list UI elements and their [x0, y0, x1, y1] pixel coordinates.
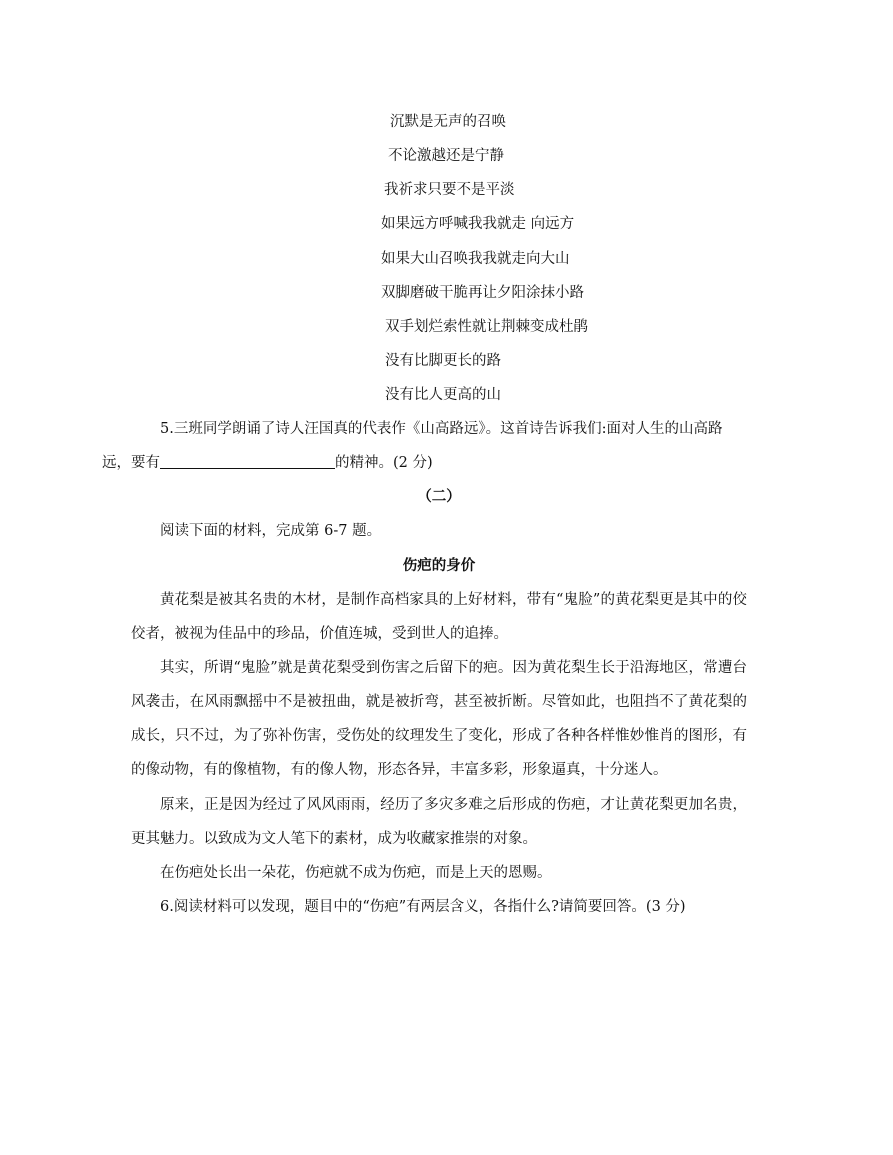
article-title: 伤疤的身价: [402, 558, 476, 574]
article-paragraph: 其实，所谓“鬼脸”就是黄花梨受到伤害之后留下的疤。因为黄花梨生长于沿海地区，常遭台风袭击，在风雨飘摇中不是被扭曲，就是被折弯，甚至被折断。尽管如此，也阻挡不了黄花梨的成长，只不过，为了弥补伤害，受伤处的纹理发生了变化，形成了各种各样惟妙惟肖的图形，有的像动物，有的像植物，有的像人物，形态各异，丰富多彩，形象逼真，十分迷人。: [131, 660, 747, 778]
question-5-text-cont: 远，要有: [102, 455, 160, 471]
answer-blank[interactable]: [160, 454, 335, 469]
section-instruction: 阅读下面的材料，完成第 6-7 题。: [160, 523, 382, 539]
question-6: 6.阅读材料可以发现，题目中的“伤疤”有两层含义，各指什么?请简要回答。(3 分): [160, 899, 686, 915]
question-5: [102, 412, 747, 480]
article-paragraph: 原来，正是因为经过了风风雨雨，经历了多灾多难之后形成的伤疤，才让黄花梨更加名贵，更其魅力。以致成为文人笔下的素材，成为收藏家推崇的对象。: [131, 797, 747, 847]
poem-line: 不论激越还是宁静: [388, 148, 504, 164]
poem-line: 我祈求只要不是平淡: [384, 182, 515, 198]
poem-line: 双手划烂索性就让荆棘变成杜鹃: [385, 319, 588, 335]
article-paragraph: 黄花梨是被其名贵的木材，是制作高档家具的上好材料，带有“鬼脸”的黄花梨更是其中的佼佼者，被视为佳品中的珍品，价值连城，受到世人的追捧。: [131, 592, 747, 642]
poem-line: 如果大山召唤我我就走向大山: [381, 251, 570, 267]
section-heading: （二）: [417, 489, 461, 505]
question-5-score: 的精神。(2 分): [335, 455, 433, 471]
article-paragraph: 在伤疤处长出一朵花，伤疤就不成为伤疤，而是上天的恩赐。: [160, 865, 552, 881]
poem-line: 双脚磨破干脆再让夕阳涂抹小路: [381, 285, 584, 301]
question-5-text: 5.三班同学朗诵了诗人汪国真的代表作《山高路远》。这首诗告诉我们:面对人生的山高路: [160, 421, 723, 437]
poem-line: 如果远方呼喊我我就走 向远方: [381, 216, 575, 232]
poem-line: 沉默是无声的召唤: [390, 114, 506, 130]
poem-line: 没有比人更高的山: [385, 387, 501, 403]
poem-line: 没有比脚更长的路: [385, 353, 501, 369]
